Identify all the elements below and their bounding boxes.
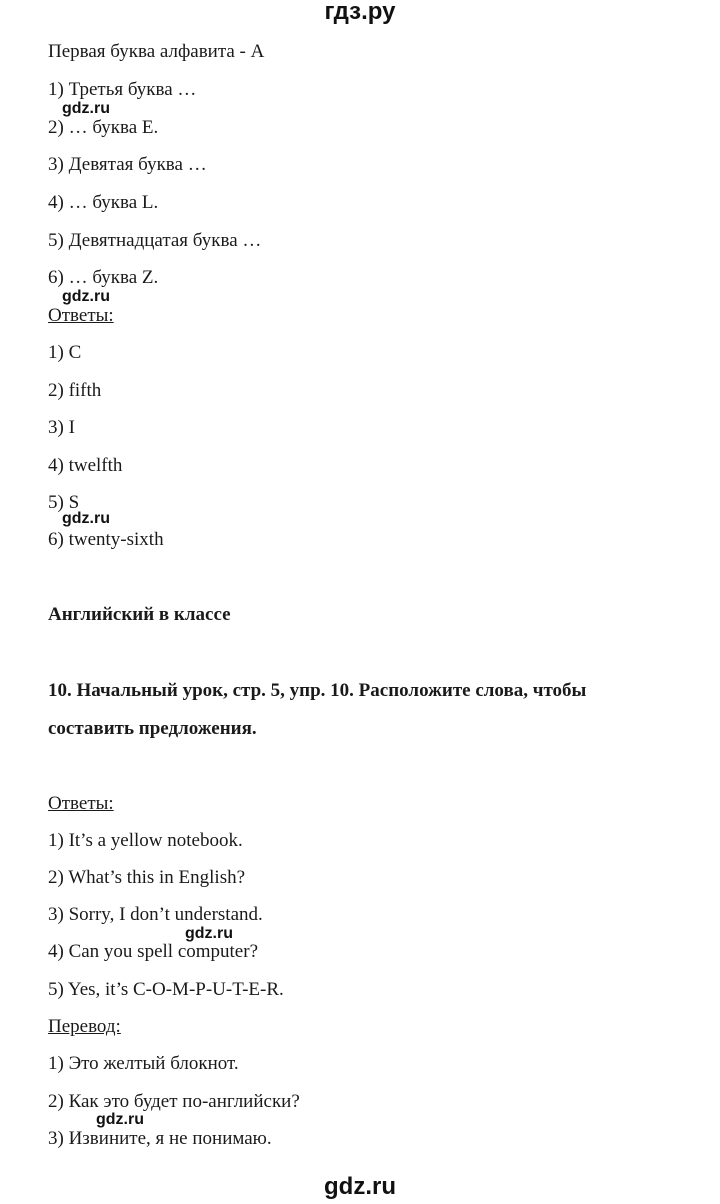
- translation-label: Перевод:: [48, 1016, 121, 1037]
- question-item: 4) … буква L.: [48, 192, 159, 213]
- answer-item: 5) Yes, it’s C-O-M-P-U-T-E-R.: [48, 979, 284, 1000]
- question-item: 3) Девятая буква …: [48, 154, 207, 175]
- answer-item: 3) I: [48, 417, 75, 438]
- answer-item: 2) What’s this in English?: [48, 867, 246, 888]
- answer-item: 6) twenty-sixth: [48, 529, 164, 550]
- answer-item: 3) Sorry, I don’t understand.: [48, 904, 263, 925]
- alphabet-intro: Первая буква алфавита - А: [48, 41, 265, 62]
- answers-label: Ответы:: [48, 305, 114, 326]
- watermark-text: gdz.ru: [62, 288, 110, 305]
- question-item: 5) Девятнадцатая буква …: [48, 230, 262, 251]
- answer-item: 4) Can you spell computer?: [48, 941, 259, 962]
- watermark-text: gdz.ru: [62, 510, 110, 527]
- watermark-text: gdz.ru: [62, 100, 110, 117]
- question-item: 2) … буква E.: [48, 117, 159, 138]
- watermark-text: gdz.ru: [96, 1111, 144, 1128]
- answer-item: 1) It’s a yellow notebook.: [48, 830, 243, 851]
- translation-item: 3) Извините, я не понимаю.: [48, 1128, 272, 1149]
- task-heading-line2: составить предложения.: [48, 718, 257, 739]
- task-number: 10: [48, 680, 67, 701]
- answer-item: 5) S: [48, 492, 80, 513]
- answer-item: 4) twelfth: [48, 455, 123, 476]
- translation-item: 2) Как это будет по-английски?: [48, 1091, 300, 1112]
- answer-item: 2) fifth: [48, 380, 102, 401]
- question-item: 1) Третья буква …: [48, 79, 197, 100]
- site-footer: gdz.ru: [324, 1173, 396, 1200]
- watermark-text: gdz.ru: [185, 925, 233, 942]
- question-item: 6) … буква Z.: [48, 267, 159, 288]
- site-header: гдз.ру: [324, 0, 396, 25]
- answers-label: Ответы:: [48, 793, 114, 814]
- task-text: . Начальный урок, стр. 5, упр. 10. Расположите слова, чтобы: [67, 680, 587, 701]
- section-title: Английский в классе: [48, 604, 231, 625]
- translation-item: 1) Это желтый блокнот.: [48, 1053, 239, 1074]
- answer-item: 1) C: [48, 342, 82, 363]
- task-heading-line1: [48, 679, 586, 703]
